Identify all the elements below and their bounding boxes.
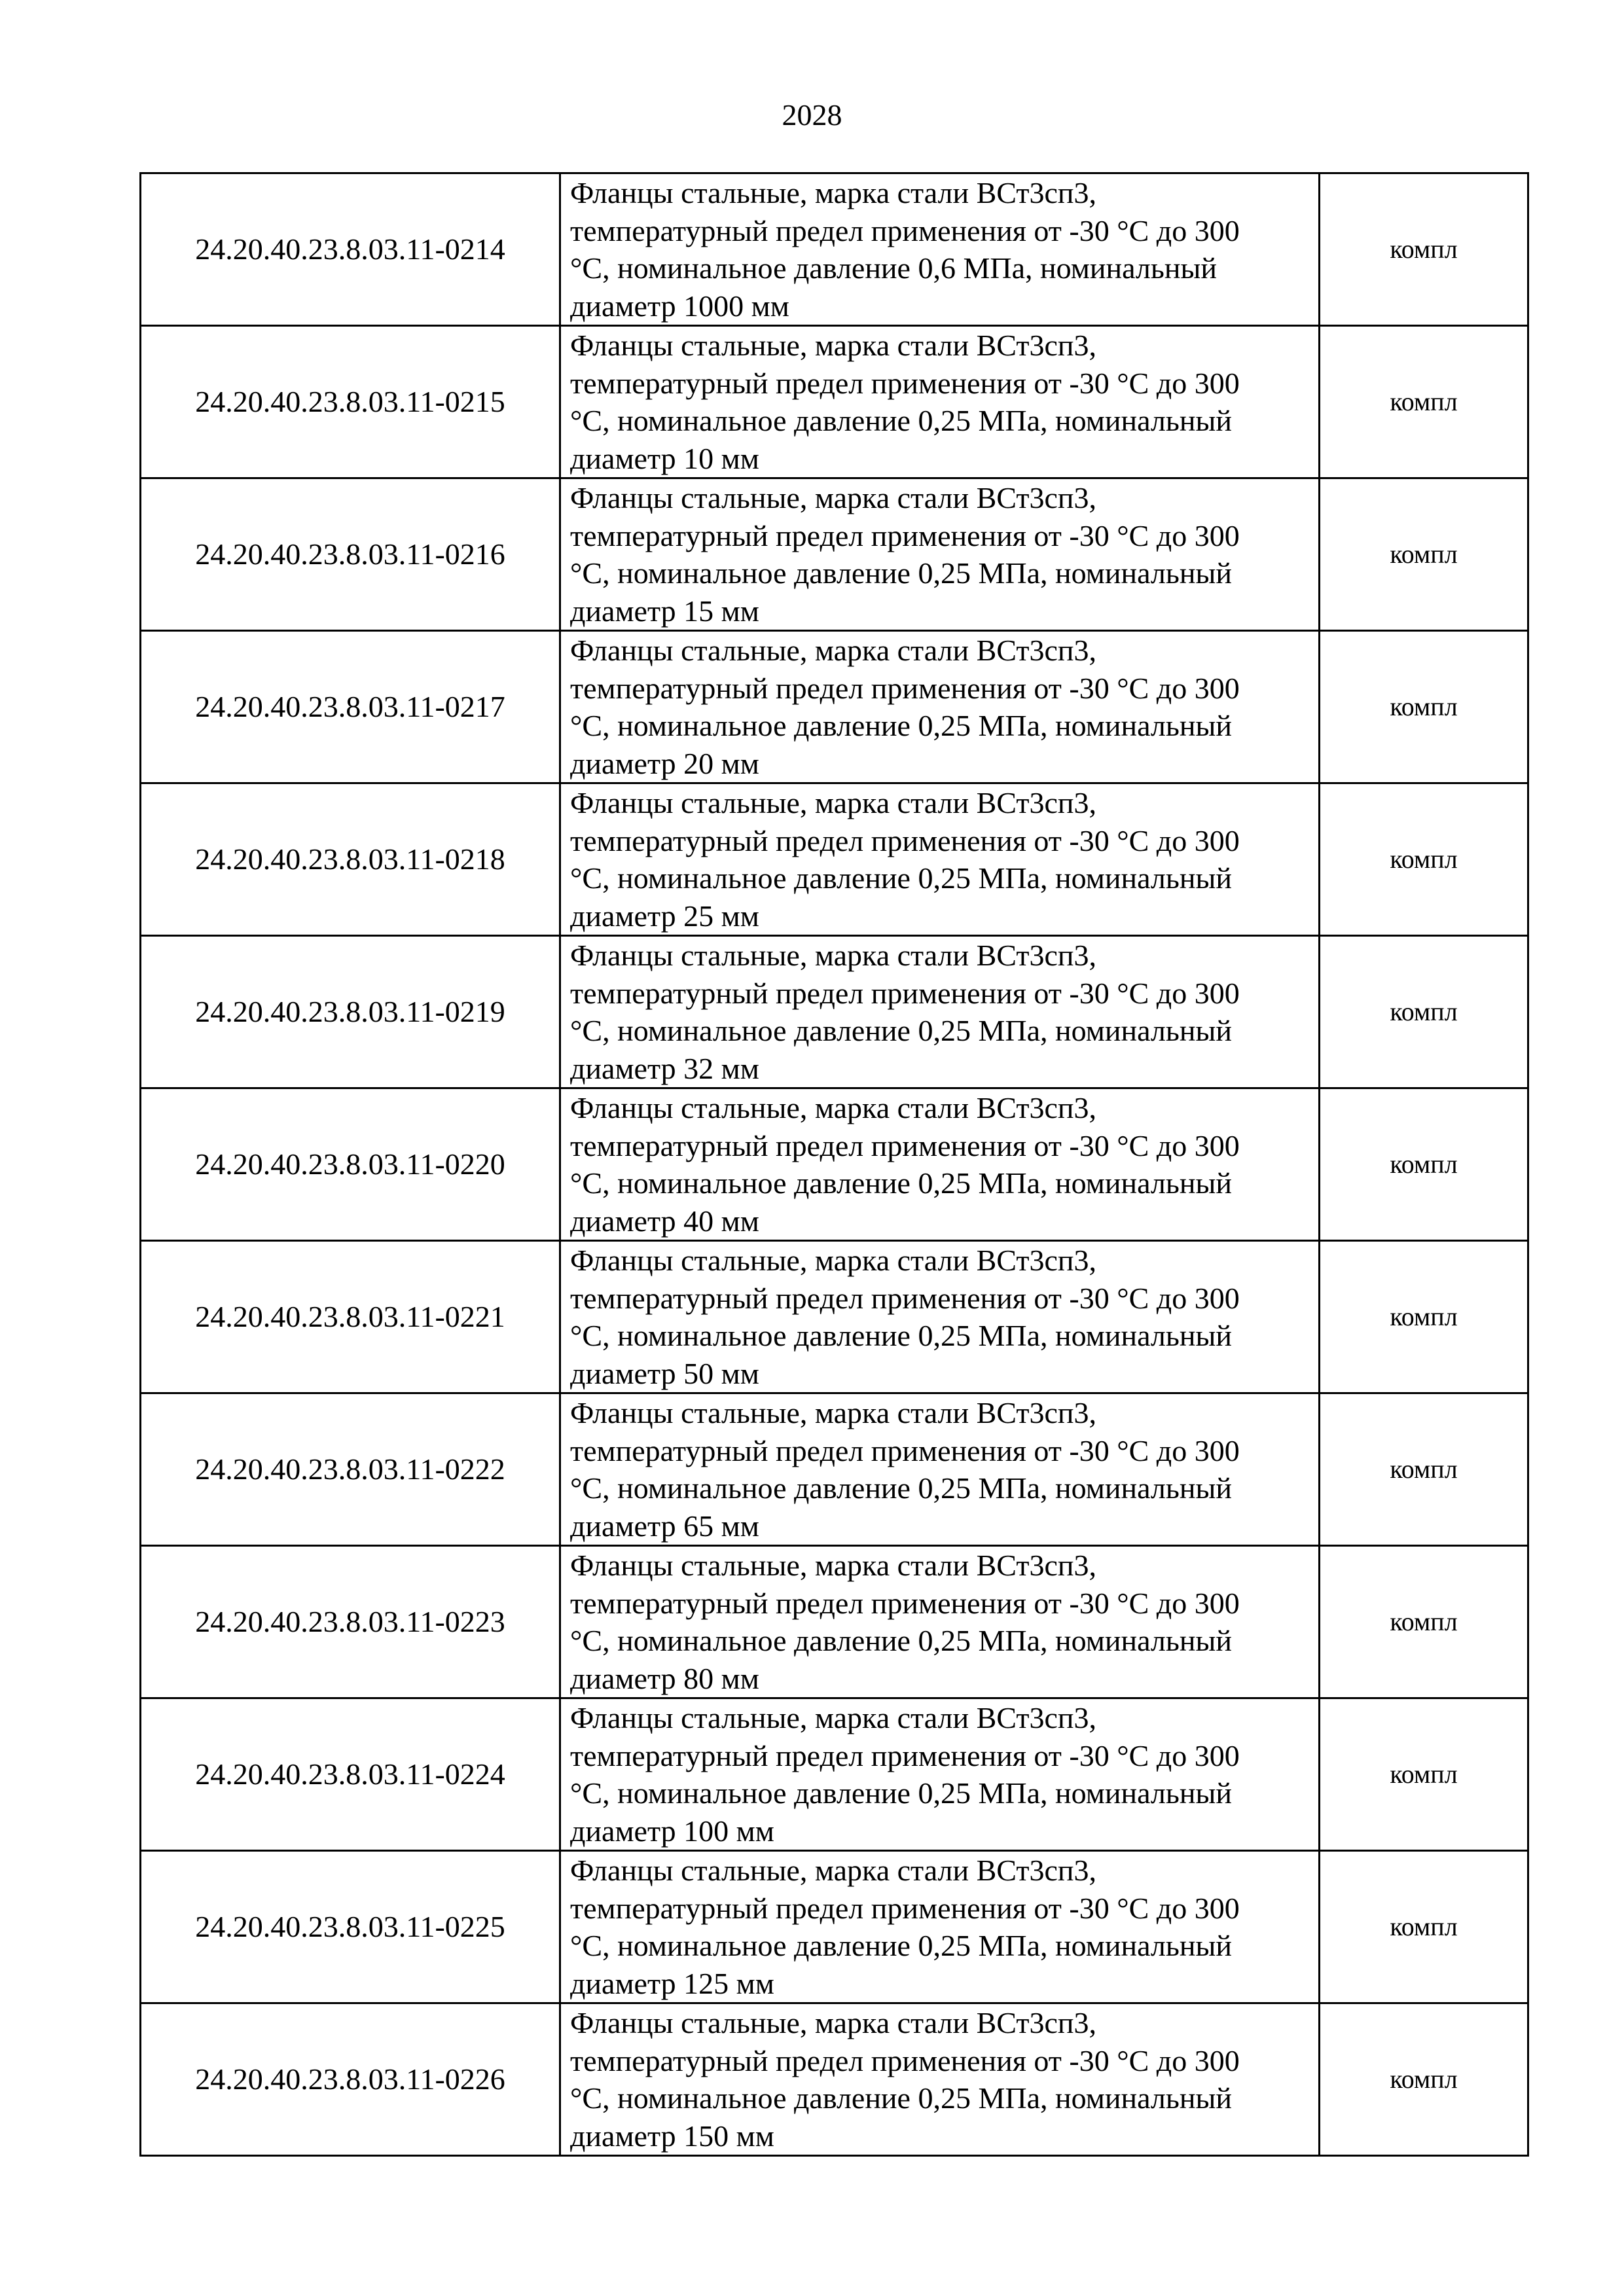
resource-code: 24.20.40.23.8.03.11-0218 — [141, 783, 560, 936]
table-row — [141, 936, 1528, 1088]
table-row — [141, 1393, 1528, 1546]
unit-of-measure: компл — [1320, 783, 1528, 936]
resource-description: Фланцы стальные, марка стали ВСт3сп3, температурный предел применения от -30 °С до 300 °С, номинальное давление 0,25 МПа, номинальный диаметр 15 мм — [560, 478, 1320, 631]
resource-description: Фланцы стальные, марка стали ВСт3сп3, температурный предел применения от -30 °С до 300 °С, номинальное давление 0,25 МПа, номинальный диаметр 150 мм — [560, 2003, 1320, 2156]
table-row — [141, 173, 1528, 326]
unit-of-measure: компл — [1320, 1546, 1528, 1698]
table-row — [141, 1088, 1528, 1241]
resource-description: Фланцы стальные, марка стали ВСт3сп3, температурный предел применения от -30 °С до 300 °С, номинальное давление 0,25 МПа, номинальный диаметр 50 мм — [560, 1241, 1320, 1393]
resource-code: 24.20.40.23.8.03.11-0226 — [141, 2003, 560, 2156]
resource-description: Фланцы стальные, марка стали ВСт3сп3, температурный предел применения от -30 °С до 300 °С, номинальное давление 0,25 МПа, номинальный диаметр 80 мм — [560, 1546, 1320, 1698]
resource-description: Фланцы стальные, марка стали ВСт3сп3, температурный предел применения от -30 °С до 300 °С, номинальное давление 0,25 МПа, номинальный диаметр 65 мм — [560, 1393, 1320, 1546]
unit-of-measure: компл — [1320, 936, 1528, 1088]
resource-code: 24.20.40.23.8.03.11-0215 — [141, 326, 560, 478]
resource-description: Фланцы стальные, марка стали ВСт3сп3, температурный предел применения от -30 °С до 300 °С, номинальное давление 0,6 МПа, номинальный диаметр 1000 мм — [560, 173, 1320, 326]
unit-of-measure: компл — [1320, 173, 1528, 326]
resource-code: 24.20.40.23.8.03.11-0216 — [141, 478, 560, 631]
unit-of-measure: компл — [1320, 1241, 1528, 1393]
resource-description: Фланцы стальные, марка стали ВСт3сп3, температурный предел применения от -30 °С до 300 °С, номинальное давление 0,25 МПа, номинальный диаметр 40 мм — [560, 1088, 1320, 1241]
unit-of-measure: компл — [1320, 1698, 1528, 1851]
page-number: 2028 — [782, 98, 842, 132]
table-row — [141, 1546, 1528, 1698]
resource-code: 24.20.40.23.8.03.11-0221 — [141, 1241, 560, 1393]
unit-of-measure: компл — [1320, 478, 1528, 631]
resource-code: 24.20.40.23.8.03.11-0224 — [141, 1698, 560, 1851]
resource-description: Фланцы стальные, марка стали ВСт3сп3, температурный предел применения от -30 °С до 300 °С, номинальное давление 0,25 МПа, номинальный диаметр 100 мм — [560, 1698, 1320, 1851]
unit-of-measure: компл — [1320, 326, 1528, 478]
resource-code: 24.20.40.23.8.03.11-0222 — [141, 1393, 560, 1546]
resource-description: Фланцы стальные, марка стали ВСт3сп3, температурный предел применения от -30 °С до 300 °С, номинальное давление 0,25 МПа, номинальный диаметр 32 мм — [560, 936, 1320, 1088]
table-row — [141, 326, 1528, 478]
table-row — [141, 2003, 1528, 2156]
table-row — [141, 1698, 1528, 1851]
table-row — [141, 478, 1528, 631]
resource-code: 24.20.40.23.8.03.11-0220 — [141, 1088, 560, 1241]
table-row — [141, 631, 1528, 783]
resource-description: Фланцы стальные, марка стали ВСт3сп3, температурный предел применения от -30 °С до 300 °С, номинальное давление 0,25 МПа, номинальный диаметр 10 мм — [560, 326, 1320, 478]
table-row — [141, 783, 1528, 936]
resource-code: 24.20.40.23.8.03.11-0214 — [141, 173, 560, 326]
unit-of-measure: компл — [1320, 1393, 1528, 1546]
table-row — [141, 1851, 1528, 2003]
table-row — [141, 1241, 1528, 1393]
unit-of-measure: компл — [1320, 2003, 1528, 2156]
unit-of-measure: компл — [1320, 1851, 1528, 2003]
unit-of-measure: компл — [1320, 631, 1528, 783]
resource-description: Фланцы стальные, марка стали ВСт3сп3, температурный предел применения от -30 °С до 300 °С, номинальное давление 0,25 МПа, номинальный диаметр 25 мм — [560, 783, 1320, 936]
resource-code: 24.20.40.23.8.03.11-0219 — [141, 936, 560, 1088]
resource-code: 24.20.40.23.8.03.11-0223 — [141, 1546, 560, 1698]
resource-table — [139, 172, 1529, 2157]
resource-code: 24.20.40.23.8.03.11-0225 — [141, 1851, 560, 2003]
resource-code: 24.20.40.23.8.03.11-0217 — [141, 631, 560, 783]
resource-description: Фланцы стальные, марка стали ВСт3сп3, температурный предел применения от -30 °С до 300 °С, номинальное давление 0,25 МПа, номинальный диаметр 20 мм — [560, 631, 1320, 783]
unit-of-measure: компл — [1320, 1088, 1528, 1241]
resource-description: Фланцы стальные, марка стали ВСт3сп3, температурный предел применения от -30 °С до 300 °С, номинальное давление 0,25 МПа, номинальный диаметр 125 мм — [560, 1851, 1320, 2003]
